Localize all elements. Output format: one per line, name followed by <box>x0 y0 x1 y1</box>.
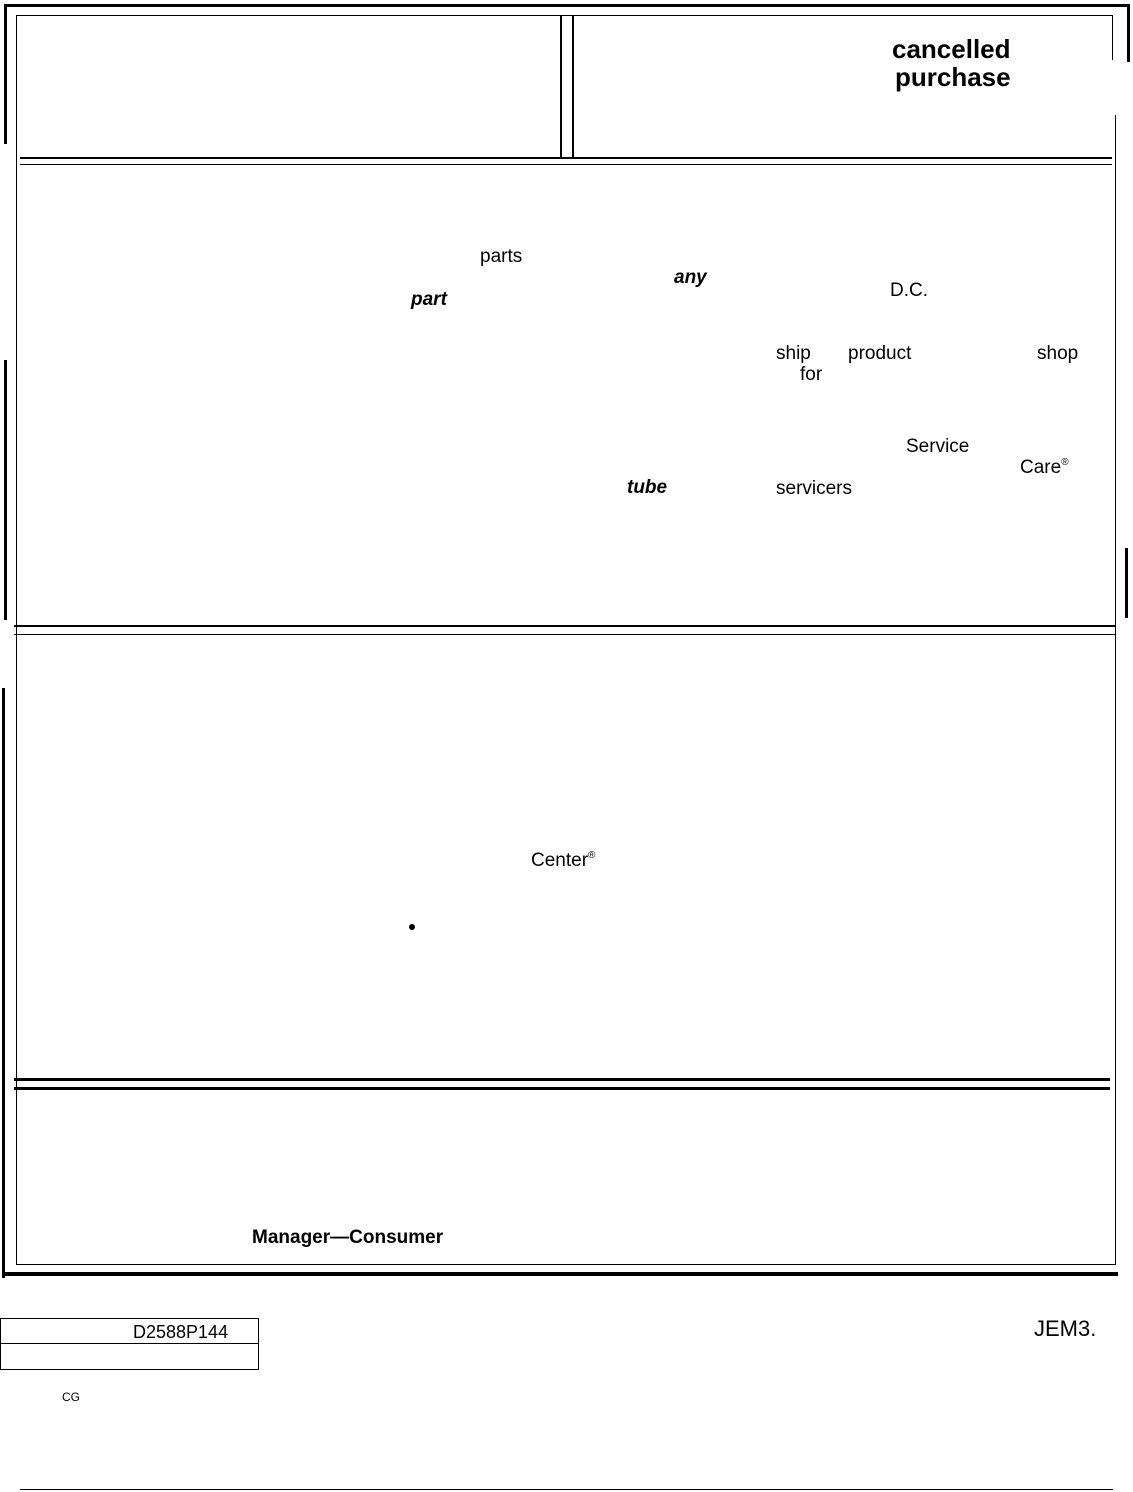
word-for: for <box>800 364 823 385</box>
word-care <box>1020 458 1069 477</box>
header-purchase-text: purchase <box>895 62 1011 92</box>
word-dc: D.C. <box>890 280 928 301</box>
word-shop: shop <box>1037 343 1079 364</box>
outer-frame-left-low <box>2 688 5 1278</box>
section-rule-2b <box>14 1087 1110 1090</box>
section-rule-1a <box>14 625 1116 627</box>
section-rule-2a <box>14 1078 1110 1081</box>
word-product: product <box>848 343 912 364</box>
inner-frame-top <box>16 15 1112 16</box>
inner-frame-bottom <box>16 1264 1116 1265</box>
model-number: JEM3. <box>1034 1316 1097 1341</box>
inner-frame-right <box>1112 15 1113 60</box>
word-service: Service <box>906 436 970 457</box>
header-rule-a <box>20 157 1112 159</box>
section-rule-1b <box>14 634 1116 635</box>
registered-mark: ® <box>1061 457 1069 468</box>
word-care-text: Care <box>1020 457 1062 478</box>
part-number-box-divider <box>0 1343 258 1344</box>
word-tube: tube <box>627 477 668 498</box>
word-part: part <box>411 289 447 310</box>
part-number: D2588P144 <box>133 1322 229 1342</box>
word-ship: ship <box>776 343 811 364</box>
header-divider-b <box>572 15 574 158</box>
outer-frame-left-mid <box>4 360 7 620</box>
outer-frame-left-top <box>4 4 7 144</box>
header-rule-b <box>20 164 1112 165</box>
word-servicers: servicers <box>776 478 853 499</box>
signature-title: Manager—Consumer <box>252 1227 444 1248</box>
outer-frame-bottom <box>4 1272 1118 1276</box>
inner-frame-right-2 <box>1115 115 1116 1265</box>
header-cancelled-text: cancelled <box>892 34 1011 64</box>
registered-mark: ® <box>588 850 596 861</box>
footer-code: CG <box>62 1390 80 1404</box>
header-divider-a <box>560 15 562 158</box>
word-center <box>531 851 595 870</box>
bottom-rule <box>20 1489 1113 1490</box>
outer-frame-top <box>4 4 1129 7</box>
bullet-dot <box>409 924 415 930</box>
outer-frame-right-mid <box>1125 548 1128 618</box>
word-center-text: Center <box>531 850 589 871</box>
word-parts: parts <box>480 246 523 267</box>
outer-frame-right-top <box>1127 4 1130 62</box>
word-any: any <box>674 267 707 288</box>
